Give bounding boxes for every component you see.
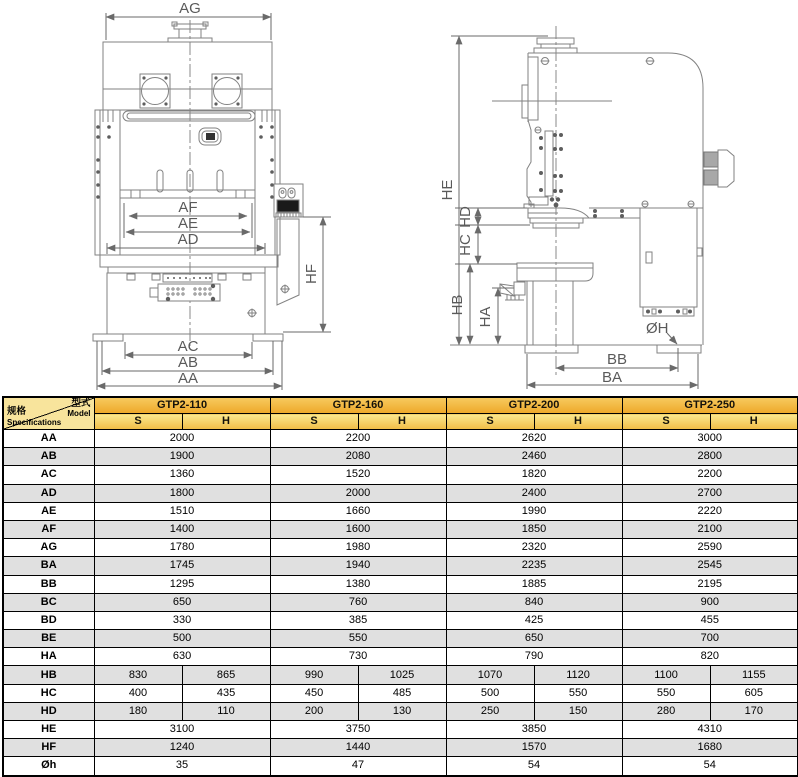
spec-cell: 2460: [446, 448, 622, 466]
dim-label-oh: ØH: [646, 320, 669, 337]
control-box-drawing: [274, 184, 303, 217]
table-row: [3, 557, 798, 575]
spec-cell: 700: [622, 630, 798, 648]
spec-cell: 650: [446, 630, 622, 648]
spec-cell: 820: [622, 648, 798, 666]
row-label: HD: [3, 702, 94, 720]
table-row: [3, 448, 798, 466]
sub-header-h: H: [182, 414, 270, 430]
spec-cell: 840: [446, 593, 622, 611]
spec-cell: 1100: [622, 666, 710, 684]
dim-label-he: HE: [439, 179, 456, 201]
spec-cell: 2800: [622, 448, 798, 466]
spec-cell: 3850: [446, 721, 622, 739]
row-label: AD: [3, 484, 94, 502]
table-row: [3, 630, 798, 648]
spec-cell: 1745: [94, 557, 270, 575]
sub-header-s: S: [270, 414, 358, 430]
row-label: AC: [3, 466, 94, 484]
spec-cell: 4310: [622, 721, 798, 739]
dim-label-ac: AC: [177, 338, 199, 355]
row-label: BB: [3, 575, 94, 593]
spec-cell: 760: [270, 593, 446, 611]
row-label: AF: [3, 520, 94, 538]
dim-label-hf: HF: [303, 264, 320, 284]
table-row: [3, 502, 798, 520]
spec-cell: 605: [710, 684, 798, 702]
table-row: [3, 539, 798, 557]
spec-cell: 1850: [446, 520, 622, 538]
spec-cell: 1240: [94, 739, 270, 757]
spec-cell: 35: [94, 757, 270, 776]
spec-cell: 500: [446, 684, 534, 702]
row-label: HF: [3, 739, 94, 757]
corner-cell: [3, 397, 94, 430]
dim-label-hd: HD: [457, 206, 474, 228]
header-row-sub: [3, 414, 798, 430]
dim-label-ad: AD: [177, 231, 199, 248]
spec-cell: 500: [94, 630, 270, 648]
spec-cell: 54: [622, 757, 798, 776]
dim-label-af: AF: [178, 199, 198, 216]
table-row: [3, 721, 798, 739]
model-header: GTP2-250: [622, 397, 798, 414]
spec-cell: 1990: [446, 502, 622, 520]
spec-cell: 550: [270, 630, 446, 648]
spec-cell: 2200: [622, 466, 798, 484]
spec-cell: 650: [94, 593, 270, 611]
spec-cell: 2590: [622, 539, 798, 557]
spec-cell: 485: [358, 684, 446, 702]
row-label: Øh: [3, 757, 94, 776]
dim-label-aa: AA: [177, 370, 199, 387]
header-row-models: [3, 397, 798, 414]
spec-cell: 435: [182, 684, 270, 702]
spec-cell: 1885: [446, 575, 622, 593]
row-label: BC: [3, 593, 94, 611]
dim-label-ab: AB: [177, 354, 199, 371]
row-label: HA: [3, 648, 94, 666]
spec-cell: 1070: [446, 666, 534, 684]
spec-table-body: [3, 397, 798, 776]
spec-cell: 1400: [94, 520, 270, 538]
table-row: [3, 611, 798, 629]
spec-cell: 170: [710, 702, 798, 720]
row-label: AA: [3, 430, 94, 448]
spec-cell: 2220: [622, 502, 798, 520]
side-view-drawing: [439, 26, 734, 389]
table-row: [3, 466, 798, 484]
model-header: GTP2-200: [446, 397, 622, 414]
spec-cell: 47: [270, 757, 446, 776]
dim-label-ba: BA: [601, 369, 623, 386]
spec-cell: 1025: [358, 666, 446, 684]
spec-cell: 865: [182, 666, 270, 684]
table-row: [3, 684, 798, 702]
row-label: BD: [3, 611, 94, 629]
spec-cell: 180: [94, 702, 182, 720]
spec-cell: 990: [270, 666, 358, 684]
row-label: HE: [3, 721, 94, 739]
table-row: [3, 575, 798, 593]
dim-label-hc: HC: [457, 234, 474, 256]
spec-cell: 2700: [622, 484, 798, 502]
spec-cell: 400: [94, 684, 182, 702]
table-row: [3, 666, 798, 684]
spec-cell: 1120: [534, 666, 622, 684]
front-view-drawing: [93, 0, 331, 390]
spec-cell: 425: [446, 611, 622, 629]
spec-cell: 385: [270, 611, 446, 629]
spec-cell: 1780: [94, 539, 270, 557]
spec-cell: 1660: [270, 502, 446, 520]
spec-cell: 3000: [622, 430, 798, 448]
sub-header-h: H: [534, 414, 622, 430]
spec-cell: 2000: [270, 484, 446, 502]
row-label: HB: [3, 666, 94, 684]
sub-header-s: S: [622, 414, 710, 430]
spec-cell: 3750: [270, 721, 446, 739]
spec-cell: 250: [446, 702, 534, 720]
row-label: AG: [3, 539, 94, 557]
spec-cell: 1380: [270, 575, 446, 593]
spec-cell: 1440: [270, 739, 446, 757]
spec-cell: 1900: [94, 448, 270, 466]
corner-model-label: 型式 Model: [67, 398, 91, 419]
row-label: BE: [3, 630, 94, 648]
row-label: HC: [3, 684, 94, 702]
spec-cell: 280: [622, 702, 710, 720]
spec-cell: 1980: [270, 539, 446, 557]
motor-drawing: [704, 150, 734, 187]
spec-cell: 1800: [94, 484, 270, 502]
dim-label-hb: HB: [449, 294, 466, 316]
table-row: [3, 593, 798, 611]
spec-cell: 2195: [622, 575, 798, 593]
spec-cell: 200: [270, 702, 358, 720]
table-row: [3, 757, 798, 776]
spec-cell: 2000: [94, 430, 270, 448]
spec-cell: 1680: [622, 739, 798, 757]
spec-cell: 455: [622, 611, 798, 629]
spec-cell: 830: [94, 666, 182, 684]
spec-cell: 130: [358, 702, 446, 720]
dim-label-ha: HA: [477, 306, 494, 328]
spec-cell: 2400: [446, 484, 622, 502]
spec-cell: 1155: [710, 666, 798, 684]
spec-cell: 110: [182, 702, 270, 720]
row-label: AE: [3, 502, 94, 520]
row-label: AB: [3, 448, 94, 466]
model-header: GTP2-110: [94, 397, 270, 414]
spec-cell: 1295: [94, 575, 270, 593]
spec-cell: 1520: [270, 466, 446, 484]
spec-cell: 550: [622, 684, 710, 702]
table-row: [3, 430, 798, 448]
table-row: [3, 648, 798, 666]
corner-spec-label: 规格 Specifications: [7, 406, 62, 427]
sub-header-s: S: [94, 414, 182, 430]
sub-header-h: H: [710, 414, 798, 430]
dim-label-ae: AE: [177, 215, 199, 232]
spec-cell: 1600: [270, 520, 446, 538]
spec-cell: 550: [534, 684, 622, 702]
spec-cell: 1360: [94, 466, 270, 484]
row-label: BA: [3, 557, 94, 575]
model-header: GTP2-160: [270, 397, 446, 414]
spec-cell: 1510: [94, 502, 270, 520]
spec-cell: 900: [622, 593, 798, 611]
sub-header-h: H: [358, 414, 446, 430]
spec-cell: 630: [94, 648, 270, 666]
dim-label-bb: BB: [606, 351, 628, 368]
spec-cell: 450: [270, 684, 358, 702]
spec-cell: 2080: [270, 448, 446, 466]
spec-cell: 2100: [622, 520, 798, 538]
spec-table: [2, 396, 798, 777]
table-row: [3, 739, 798, 757]
spec-cell: 2200: [270, 430, 446, 448]
spec-cell: 1570: [446, 739, 622, 757]
spec-cell: 1940: [270, 557, 446, 575]
dim-label-ag: AG: [179, 0, 201, 17]
spec-cell: 790: [446, 648, 622, 666]
spec-cell: 2320: [446, 539, 622, 557]
spec-cell: 3100: [94, 721, 270, 739]
spec-cell: 2620: [446, 430, 622, 448]
table-row: [3, 520, 798, 538]
spec-cell: 54: [446, 757, 622, 776]
sub-header-s: S: [446, 414, 534, 430]
spec-cell: 2235: [446, 557, 622, 575]
spec-cell: 730: [270, 648, 446, 666]
spec-cell: 2545: [622, 557, 798, 575]
table-row: [3, 484, 798, 502]
spec-cell: 1820: [446, 466, 622, 484]
spec-cell: 330: [94, 611, 270, 629]
table-row: [3, 702, 798, 720]
spec-cell: 150: [534, 702, 622, 720]
